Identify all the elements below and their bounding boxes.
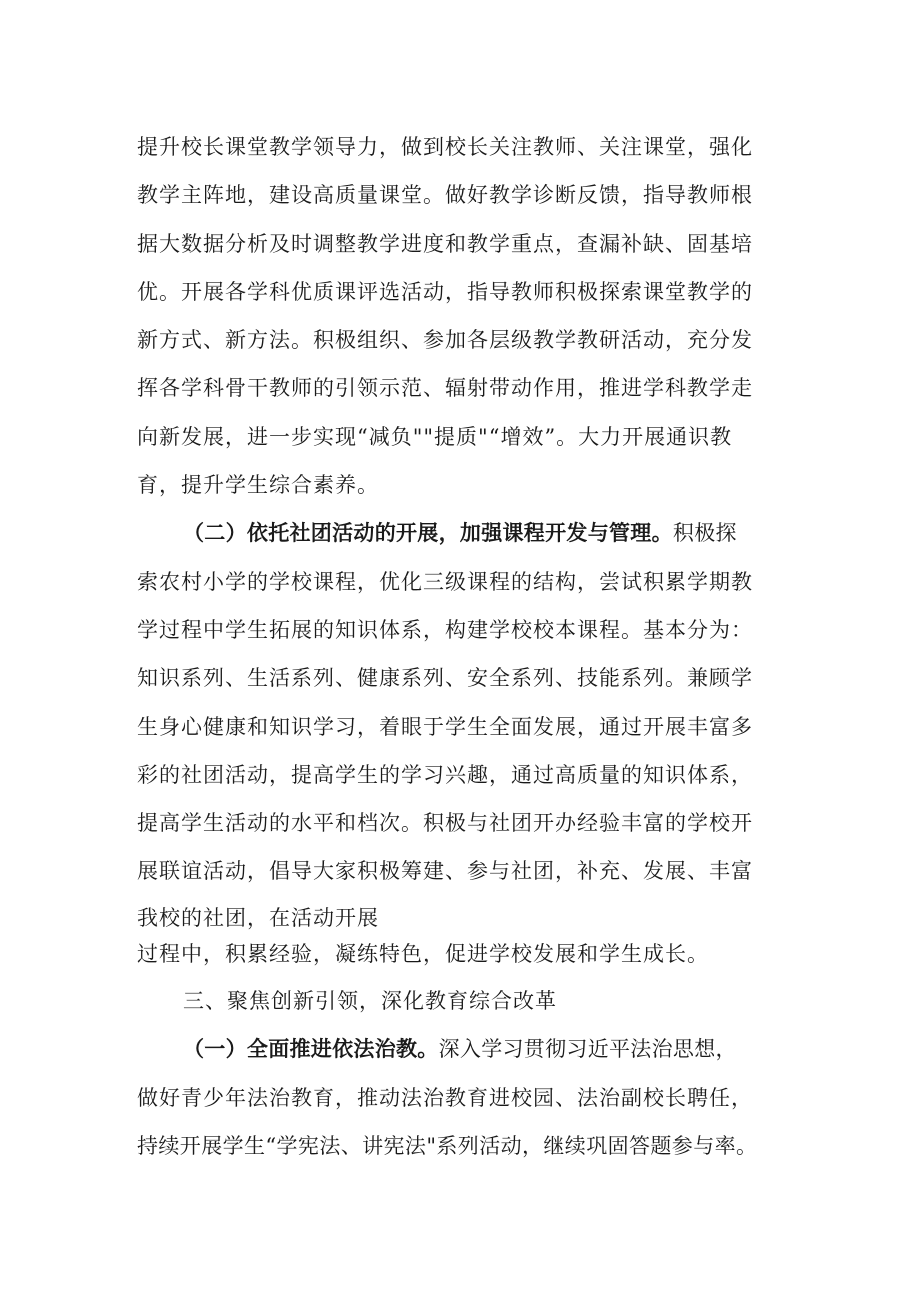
section-3-first-line (183, 1033, 737, 1063)
body-line: 知识系列、生活系列、健康系列、安全系列、技能系列。兼顾学 (137, 666, 753, 690)
section-2-first-line (183, 517, 737, 547)
body-line: 挥各学科骨干教师的引领示范、辐射带动作用，推进学科教学走 (137, 376, 753, 400)
body-line: 持续开展学生“学宪法、讲宪法"系列活动，继续巩固答题参与率。 (137, 1134, 758, 1158)
body-line: 提高学生活动的水平和档次。积极与社团开办经验丰富的学校开 (137, 811, 753, 835)
body-line: 育，提升学生综合素养。 (137, 473, 379, 497)
body-line: 做好青少年法治教育，推动法治教育进校园、法治副校长聘任， (137, 1086, 753, 1110)
body-line: 新方式、新方法。积极组织、参加各层级教学教研活动，充分发 (137, 328, 753, 352)
body-line: 据大数据分析及时调整教学进度和教学重点，查漏补缺、固基培 (137, 232, 753, 256)
body-line: 优。开展各学科优质课评选活动，指导教师积极探索课堂教学的 (137, 280, 753, 304)
body-line: 学过程中学生拓展的知识体系，构建学校校本课程。基本分为： (137, 618, 753, 642)
section-3-heading: 三、聚焦创新引领，深化教育综合改革 (183, 989, 557, 1013)
section-2-first-tail: 积极探 (672, 521, 737, 545)
body-line: 提升校长课堂教学领导力，做到校长关注教师、关注课堂，强化 (137, 135, 753, 159)
section-3-subheading: （一）全面推进依法治教。 (183, 1037, 439, 1061)
body-line: 索农村小学的学校课程，优化三级课程的结构，尝试积累学期教 (137, 570, 753, 594)
body-line: 教学主阵地，建设高质量课堂。做好教学诊断反馈，指导教师根 (137, 183, 753, 207)
body-line: 展联谊活动，倡导大家积极筹建、参与社团，补充、发展、丰富 (137, 859, 753, 883)
body-line: 向新发展，进一步实现“减负""提质"“增效”。大力开展通识教 (137, 425, 733, 449)
body-line: 生身心健康和知识学习，着眼于学生全面发展，通过开展丰富多 (137, 715, 753, 739)
section-3-first-tail: 深入学习贯彻习近平法治思想， (438, 1037, 737, 1061)
body-line: 彩的社团活动，提高学生的学习兴趣，通过高质量的知识体系， (137, 763, 753, 787)
body-line: 我校的社团，在活动开展 (137, 906, 379, 930)
body-line: 过程中，积累经验，凝练特色，促进学校发展和学生成长。 (137, 942, 709, 966)
section-2-heading: （二）依托社团活动的开展，加强课程开发与管理。 (183, 521, 673, 545)
